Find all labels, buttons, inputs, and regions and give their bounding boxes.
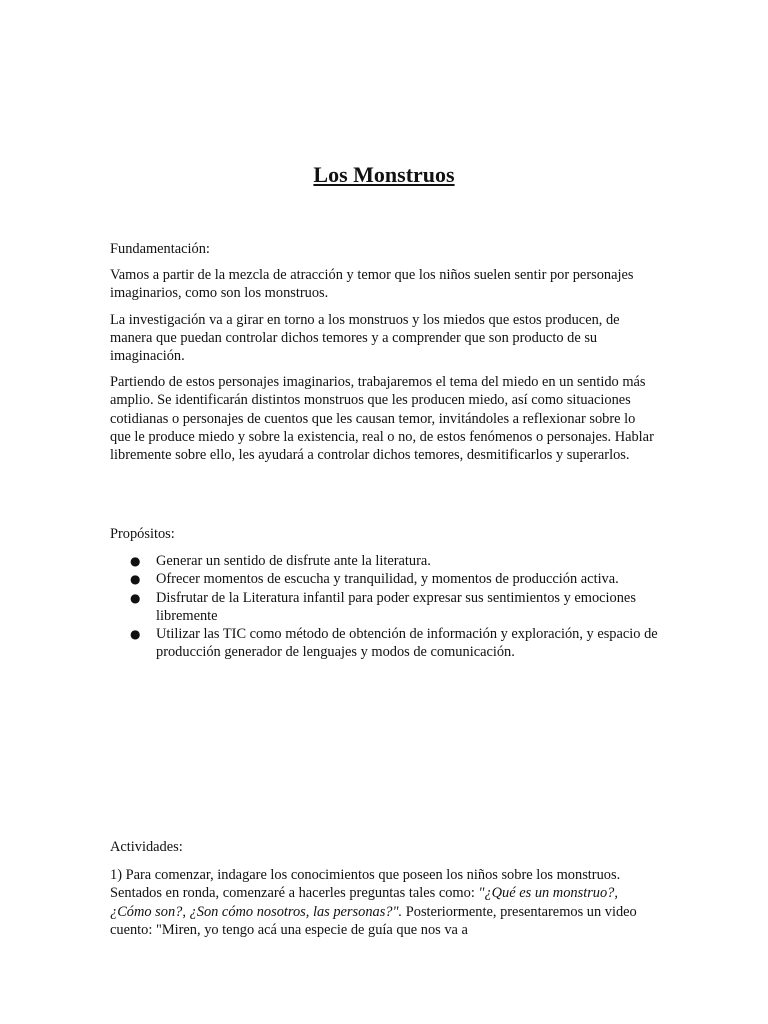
section-fundamentacion [110,240,658,472]
heading-actividades: Actividades: [110,839,183,855]
bullet-icon: ● [130,554,141,569]
heading-propositos: Propósitos: [110,526,175,542]
propositos-list [110,552,658,661]
heading-fundamentacion: Fundamentación: [110,241,210,257]
activity-1 [110,866,658,939]
list-item: ● Utilizar las TIC como método de obtención de información y exploración, y espacio de producción generador de lenguajes y modos de comunicación. [130,626,658,661]
document-title: Los Monstruos [313,162,455,187]
paragraph-3: Partiendo de estos personajes imaginarios, trabajaremos el tema del miedo en un sentido más amplio. Se identificarán distintos monstruos que les producen miedo, así como situaciones cotidianas o personajes de cuentos que les causan temor, invitándoles a reflexionar sobre lo que le produce miedo y sobre la existencia, real o no, de estos fenómenos o personajes. Hablar libremente sobre ello, les ayudará a controlar dichos temores, desmitificarlos y superarlos. [110,374,654,464]
activity-1-end: Posteriormente, presentaremos un video cuento: "Miren, yo tengo acá una especie de guía que nos va a [110,903,637,938]
paragraph-1: Vamos a partir de la mezcla de atracción y temor que los niños suelen sentir por personajes imaginarios, como son los monstruos. [110,267,634,302]
paragraph-2: La investigación va a girar en torno a los monstruos y los miedos que estos producen, de manera que puedan controlar dichos temores y a comprender que son producto de su imaginación. [110,311,620,365]
list-item: ● Disfrutar de la Literatura infantil para poder expresar sus sentimientos y emociones libremente [130,589,636,624]
list-item: ● Generar un sentido de disfrute ante la literatura. [130,553,431,570]
list-item: ● Ofrecer momentos de escucha y tranquilidad, y momentos de producción activa. [130,571,619,588]
section-actividades [110,838,658,939]
section-propositos [110,525,658,661]
bullet-icon: ● [130,627,141,642]
activity-1-quote: "¿Qué es un monstruo?, ¿Cómo son?, ¿Son cómo nosotros, las personas?". [110,885,618,920]
bullet-icon: ● [130,572,141,587]
activity-1-start: 1) Para comenzar, indagare los conocimientos que poseen los niños sobre los monstruos. Sentados en ronda, comenzaré a hacerles preguntas tales como: [110,867,621,902]
bullet-icon: ● [130,590,141,605]
